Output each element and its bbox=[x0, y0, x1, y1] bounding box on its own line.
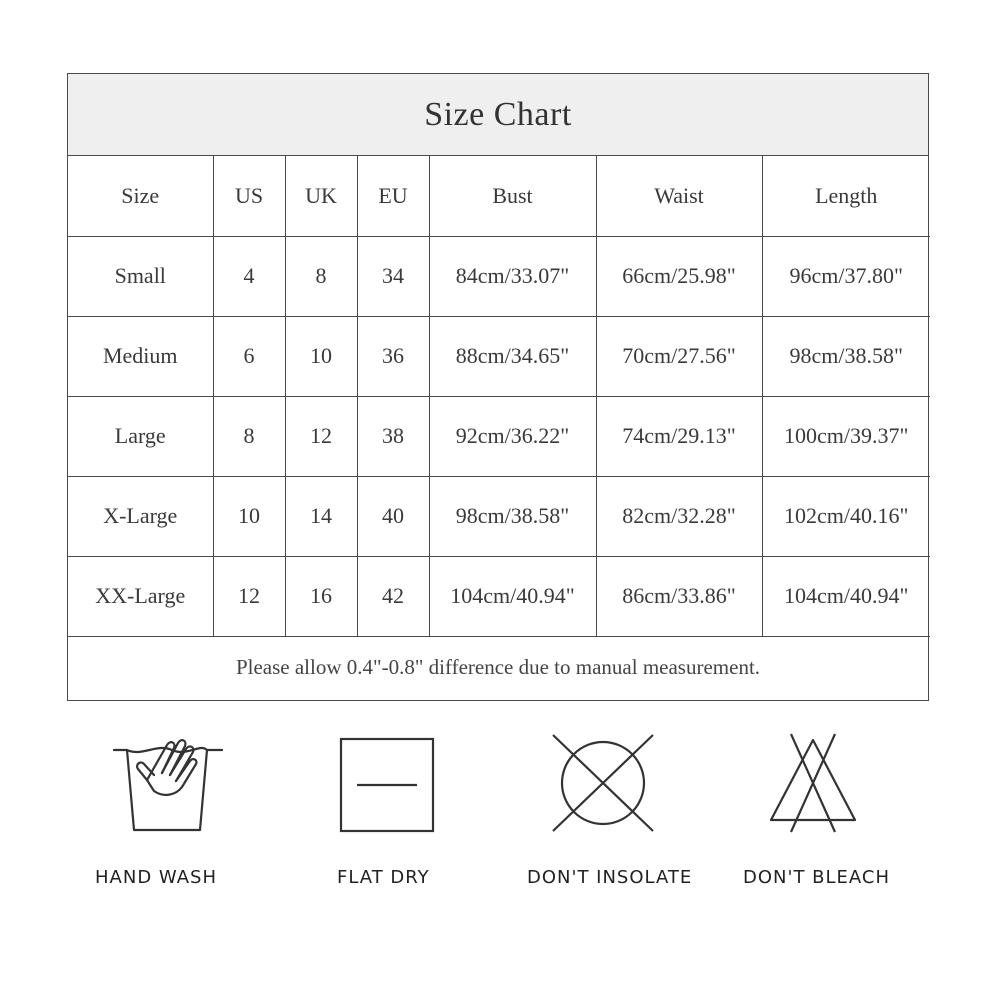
column-header: Size bbox=[68, 156, 213, 236]
column-header: US bbox=[213, 156, 285, 236]
table-cell: 88cm/34.65" bbox=[429, 316, 596, 396]
table-cell: 104cm/40.94" bbox=[429, 556, 596, 636]
table-cell: 92cm/36.22" bbox=[429, 396, 596, 476]
care-label-dont-insolate: DON'T INSOLATE bbox=[527, 867, 693, 888]
table-cell: 84cm/33.07" bbox=[429, 236, 596, 316]
table-cell: 98cm/38.58" bbox=[762, 316, 930, 396]
table-cell: Small bbox=[68, 236, 213, 316]
table-cell: 104cm/40.94" bbox=[762, 556, 930, 636]
table-row bbox=[68, 476, 930, 556]
care-instructions bbox=[67, 720, 929, 920]
table-cell: 34 bbox=[357, 236, 429, 316]
column-header: Bust bbox=[429, 156, 596, 236]
table-cell: Large bbox=[68, 396, 213, 476]
table-cell: Medium bbox=[68, 316, 213, 396]
table-row bbox=[68, 556, 930, 636]
table-cell: 100cm/39.37" bbox=[762, 396, 930, 476]
header-row bbox=[68, 156, 930, 236]
table-row bbox=[68, 396, 930, 476]
table-cell: 10 bbox=[213, 476, 285, 556]
table-cell: 10 bbox=[285, 316, 357, 396]
table-cell: XX-Large bbox=[68, 556, 213, 636]
table-cell: 12 bbox=[285, 396, 357, 476]
table-cell: 96cm/37.80" bbox=[762, 236, 930, 316]
table-cell: 4 bbox=[213, 236, 285, 316]
care-label-hand-wash: HAND WASH bbox=[95, 867, 217, 888]
table-cell: 8 bbox=[213, 396, 285, 476]
table-cell: 86cm/33.86" bbox=[596, 556, 762, 636]
table-cell: 66cm/25.98" bbox=[596, 236, 762, 316]
flat-dry-icon bbox=[339, 737, 435, 833]
table-cell: 102cm/40.16" bbox=[762, 476, 930, 556]
column-header: EU bbox=[357, 156, 429, 236]
column-header: Length bbox=[762, 156, 930, 236]
table-cell: 70cm/27.56" bbox=[596, 316, 762, 396]
table-cell: 36 bbox=[357, 316, 429, 396]
table-cell: 6 bbox=[213, 316, 285, 396]
table-cell: 12 bbox=[213, 556, 285, 636]
column-header: UK bbox=[285, 156, 357, 236]
table-row bbox=[68, 236, 930, 316]
column-header: Waist bbox=[596, 156, 762, 236]
care-label-flat-dry: FLAT DRY bbox=[337, 867, 430, 888]
table-cell: 16 bbox=[285, 556, 357, 636]
table-cell: 42 bbox=[357, 556, 429, 636]
dont-insolate-icon bbox=[548, 732, 658, 834]
hand-wash-icon bbox=[112, 725, 227, 835]
chart-title: Size Chart bbox=[424, 95, 572, 133]
table-cell: 82cm/32.28" bbox=[596, 476, 762, 556]
table-cell: 40 bbox=[357, 476, 429, 556]
table-cell: 14 bbox=[285, 476, 357, 556]
table-cell: 98cm/38.58" bbox=[429, 476, 596, 556]
table-row bbox=[68, 316, 930, 396]
size-chart bbox=[67, 73, 929, 701]
size-table bbox=[68, 156, 930, 637]
table-cell: 38 bbox=[357, 396, 429, 476]
table-cell: 74cm/29.13" bbox=[596, 396, 762, 476]
dont-bleach-icon bbox=[767, 732, 859, 834]
measurement-note: Please allow 0.4"-0.8" difference due to manual measurement. bbox=[235, 655, 761, 679]
care-label-dont-bleach: DON'T BLEACH bbox=[743, 867, 891, 888]
table-cell: X-Large bbox=[68, 476, 213, 556]
chart-title-row bbox=[68, 74, 928, 156]
table-cell: 8 bbox=[285, 236, 357, 316]
